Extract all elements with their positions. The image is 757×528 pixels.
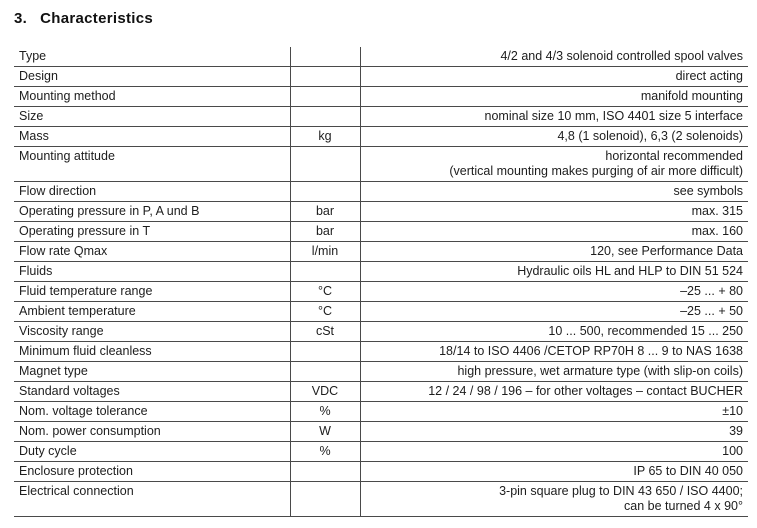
property-cell: Duty cycle [14,442,290,462]
table-row [14,282,748,302]
property-cell: Size [14,107,290,127]
property-cell: Ambient temperature [14,302,290,322]
value-line: can be turned 4 x 90° [624,499,743,513]
table-row [14,67,748,87]
value-cell [360,362,748,382]
value-line: 120, see Performance Data [590,244,743,258]
unit-cell [290,47,360,67]
value-line: IP 65 to DIN 40 050 [633,464,743,478]
value-cell [360,322,748,342]
value-cell [360,342,748,362]
value-line: horizontal recommended [605,149,743,163]
table-row [14,482,748,517]
value-cell [360,462,748,482]
property-cell: Fluid temperature range [14,282,290,302]
property-cell: Standard voltages [14,382,290,402]
unit-cell: % [290,402,360,422]
value-line: 18/14 to ISO 4406 /CETOP RP70H 8 ... 9 to NAS 1638 [439,344,743,358]
property-cell: Mounting method [14,87,290,107]
table-row [14,322,748,342]
value-line: –25 ... + 50 [680,304,743,318]
value-cell [360,67,748,87]
property-cell: Nom. power consumption [14,422,290,442]
unit-cell: °C [290,282,360,302]
table-row [14,422,748,442]
table-row [14,147,748,182]
value-cell [360,262,748,282]
value-line: 4,8 (1 solenoid), 6,3 (2 solenoids) [557,129,743,143]
value-cell [360,127,748,147]
unit-cell: bar [290,202,360,222]
unit-cell: cSt [290,322,360,342]
value-cell [360,47,748,67]
property-cell: Flow rate Qmax [14,242,290,262]
table-body [14,47,748,517]
unit-cell [290,342,360,362]
property-cell: Type [14,47,290,67]
table-row [14,402,748,422]
value-line: nominal size 10 mm, ISO 4401 size 5 interface [484,109,743,123]
property-cell: Viscosity range [14,322,290,342]
table-row [14,47,748,67]
unit-cell [290,262,360,282]
table-row [14,462,748,482]
property-cell: Minimum fluid cleanless [14,342,290,362]
table-row [14,182,748,202]
value-cell [360,202,748,222]
property-cell: Electrical connection [14,482,290,517]
table-row [14,222,748,242]
value-cell [360,182,748,202]
unit-cell: % [290,442,360,462]
value-line: 10 ... 500, recommended 15 ... 250 [548,324,743,338]
unit-cell: bar [290,222,360,242]
property-cell: Mounting attitude [14,147,290,182]
section-title: Characteristics [40,10,154,27]
property-cell: Enclosure protection [14,462,290,482]
property-cell: Nom. voltage tolerance [14,402,290,422]
value-line: max. 160 [691,224,743,238]
table-row [14,262,748,282]
unit-cell [290,67,360,87]
unit-cell [290,362,360,382]
table-row [14,362,748,382]
value-cell [360,302,748,322]
unit-cell [290,482,360,517]
characteristics-table [14,47,748,517]
property-cell: Magnet type [14,362,290,382]
value-line: (vertical mounting makes purging of air more difficult) [449,164,743,178]
page-title [14,10,748,27]
unit-cell: kg [290,127,360,147]
value-line: –25 ... + 80 [680,284,743,298]
value-cell [360,87,748,107]
value-cell [360,282,748,302]
value-cell [360,482,748,517]
table-row [14,342,748,362]
unit-cell: W [290,422,360,442]
value-cell [360,382,748,402]
table-row [14,382,748,402]
value-cell [360,222,748,242]
unit-cell [290,107,360,127]
value-line: direct acting [675,69,743,83]
value-line: 12 / 24 / 98 / 196 – for other voltages – contact BUCHER [428,384,743,398]
value-line: 4/2 and 4/3 solenoid controlled spool valves [500,49,743,63]
value-cell [360,402,748,422]
unit-cell [290,462,360,482]
table-row [14,127,748,147]
value-line: 39 [729,424,743,438]
value-cell [360,242,748,262]
property-cell: Design [14,67,290,87]
table-row [14,87,748,107]
property-cell: Flow direction [14,182,290,202]
value-line: manifold mounting [640,89,743,103]
property-cell: Fluids [14,262,290,282]
value-line: ±10 [722,404,743,418]
property-cell: Operating pressure in T [14,222,290,242]
value-line: 3-pin square plug to DIN 43 650 / ISO 4400; [499,484,743,498]
value-line: Hydraulic oils HL and HLP to DIN 51 524 [517,264,743,278]
value-cell [360,422,748,442]
value-cell [360,442,748,462]
unit-cell: l/min [290,242,360,262]
value-line: 100 [722,444,743,458]
section-number: 3. [14,10,28,27]
value-line: high pressure, wet armature type (with slip-on coils) [457,364,743,378]
value-line: max. 315 [691,204,743,218]
property-cell: Mass [14,127,290,147]
unit-cell: °C [290,302,360,322]
value-cell [360,147,748,182]
unit-cell: VDC [290,382,360,402]
unit-cell [290,147,360,182]
unit-cell [290,182,360,202]
table-row [14,242,748,262]
table-row [14,302,748,322]
property-cell: Operating pressure in P, A und B [14,202,290,222]
table-row [14,107,748,127]
unit-cell [290,87,360,107]
value-line: see symbols [673,184,743,198]
value-cell [360,107,748,127]
table-row [14,442,748,462]
table-row [14,202,748,222]
